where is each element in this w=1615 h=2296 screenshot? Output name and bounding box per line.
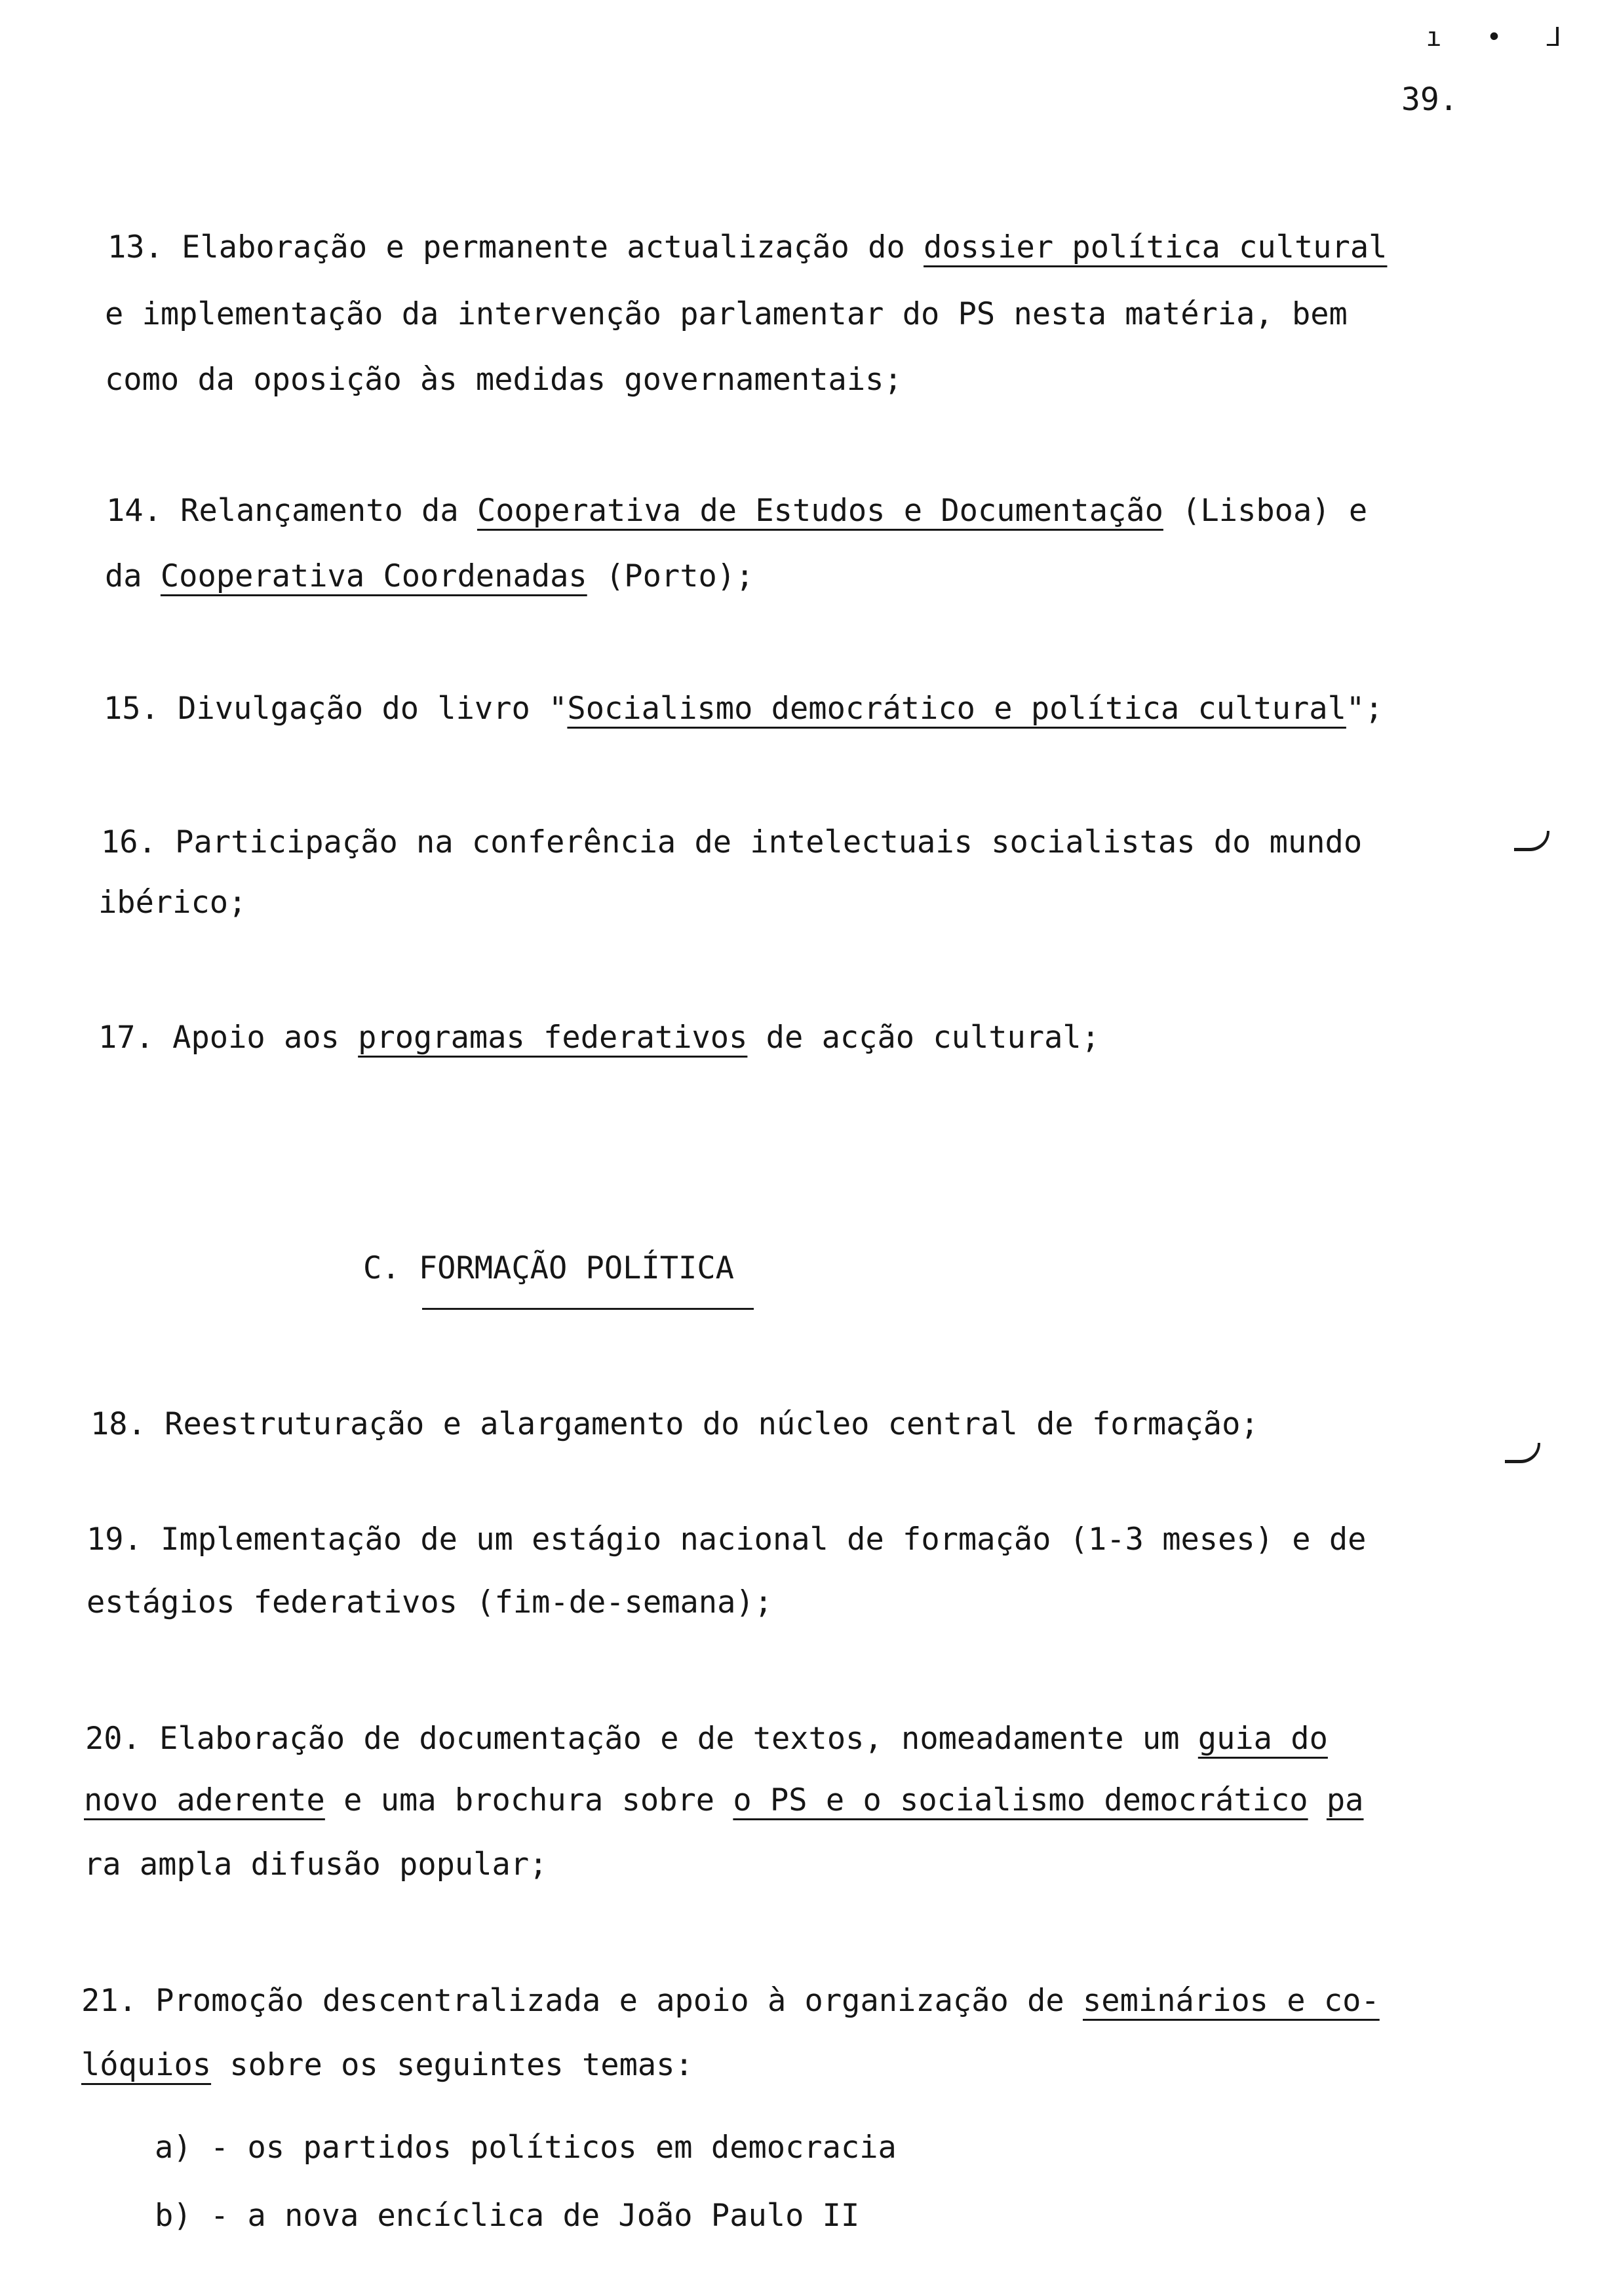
underline-book-title: Socialismo democrático e política cultural — [567, 691, 1346, 727]
item-16-line-2: ibérico; — [98, 885, 247, 921]
item-14-line-2: da Cooperativa Coordenadas (Porto); — [105, 558, 754, 594]
page-number: 39. — [1401, 81, 1458, 118]
underline-seminarios: seminários e co- — [1083, 1983, 1380, 2019]
underline-cooperativa-coordenadas: Cooperativa Coordenadas — [160, 558, 587, 594]
check-mark-icon — [1514, 831, 1549, 851]
header-marks: ı • ⅃ — [1426, 22, 1576, 52]
check-mark-icon — [1505, 1443, 1540, 1463]
item-14-line-1: 14. Relançamento da Cooperativa de Estudos e Documentação (Lisboa) e — [106, 493, 1368, 529]
item-21-line-2: lóquios sobre os seguintes temas: — [81, 2047, 693, 2083]
item-17-line: 17. Apoio aos programas federativos de acção cultural; — [98, 1020, 1100, 1056]
underline-guia: guia do — [1197, 1721, 1328, 1757]
item-20-line-3: ra ampla difusão popular; — [84, 1846, 548, 1883]
underline-cooperativa-estudos: Cooperativa de Estudos e Documentação — [477, 493, 1163, 529]
underline-dossier: dossier política cultural — [924, 229, 1388, 265]
section-heading: C. FORMAÇÃO POLÍTICA — [363, 1250, 734, 1286]
item-18-line: 18. Reestruturação e alargamento do núcleo central de formação; — [90, 1406, 1259, 1442]
item-13-line-2: e implementação da intervenção parlamentar do PS nesta matéria, bem — [105, 296, 1348, 332]
item-16-line-1: 16. Participação na conferência de intelectuais socialistas do mundo — [101, 824, 1363, 860]
section-title: FORMAÇÃO POLÍTICA — [418, 1250, 734, 1286]
item-20-line-2: novo aderente e uma brochura sobre o PS e o socialismo democrático pa — [84, 1782, 1364, 1818]
item-15-line: 15. Divulgação do livro "Socialismo democrático e política cultural"; — [104, 691, 1384, 727]
item-21-line-1: 21. Promoção descentralizada e apoio à organização de seminários e co- — [81, 1983, 1380, 2019]
underline-programas: programas federativos — [358, 1020, 748, 1056]
item-13-line-1: 13. Elaboração e permanente actualização do dossier política cultural — [107, 229, 1388, 265]
underline-novo-aderente: novo aderente — [84, 1782, 325, 1818]
item-19-line-2: estágios federativos (fim-de-semana); — [87, 1584, 773, 1620]
sub-item-a: a) - os partidos políticos em democracia — [155, 2130, 897, 2166]
underline-coloquios: lóquios — [81, 2047, 212, 2083]
item-20-line-1: 20. Elaboração de documentação e de textos, nomeadamente um guia do — [85, 1721, 1328, 1757]
sub-item-b: b) - a nova encíclica de João Paulo II — [155, 2198, 860, 2234]
underline-brochura-title: o PS e o socialismo democrático — [733, 1782, 1308, 1818]
item-19-line-1: 19. Implementação de um estágio nacional de formação (1-3 meses) e de — [87, 1521, 1367, 1558]
item-13-line-3: como da oposição às medidas governamentais; — [105, 362, 903, 398]
underline-pa: pa — [1326, 1782, 1364, 1818]
section-heading-underline — [422, 1308, 754, 1310]
